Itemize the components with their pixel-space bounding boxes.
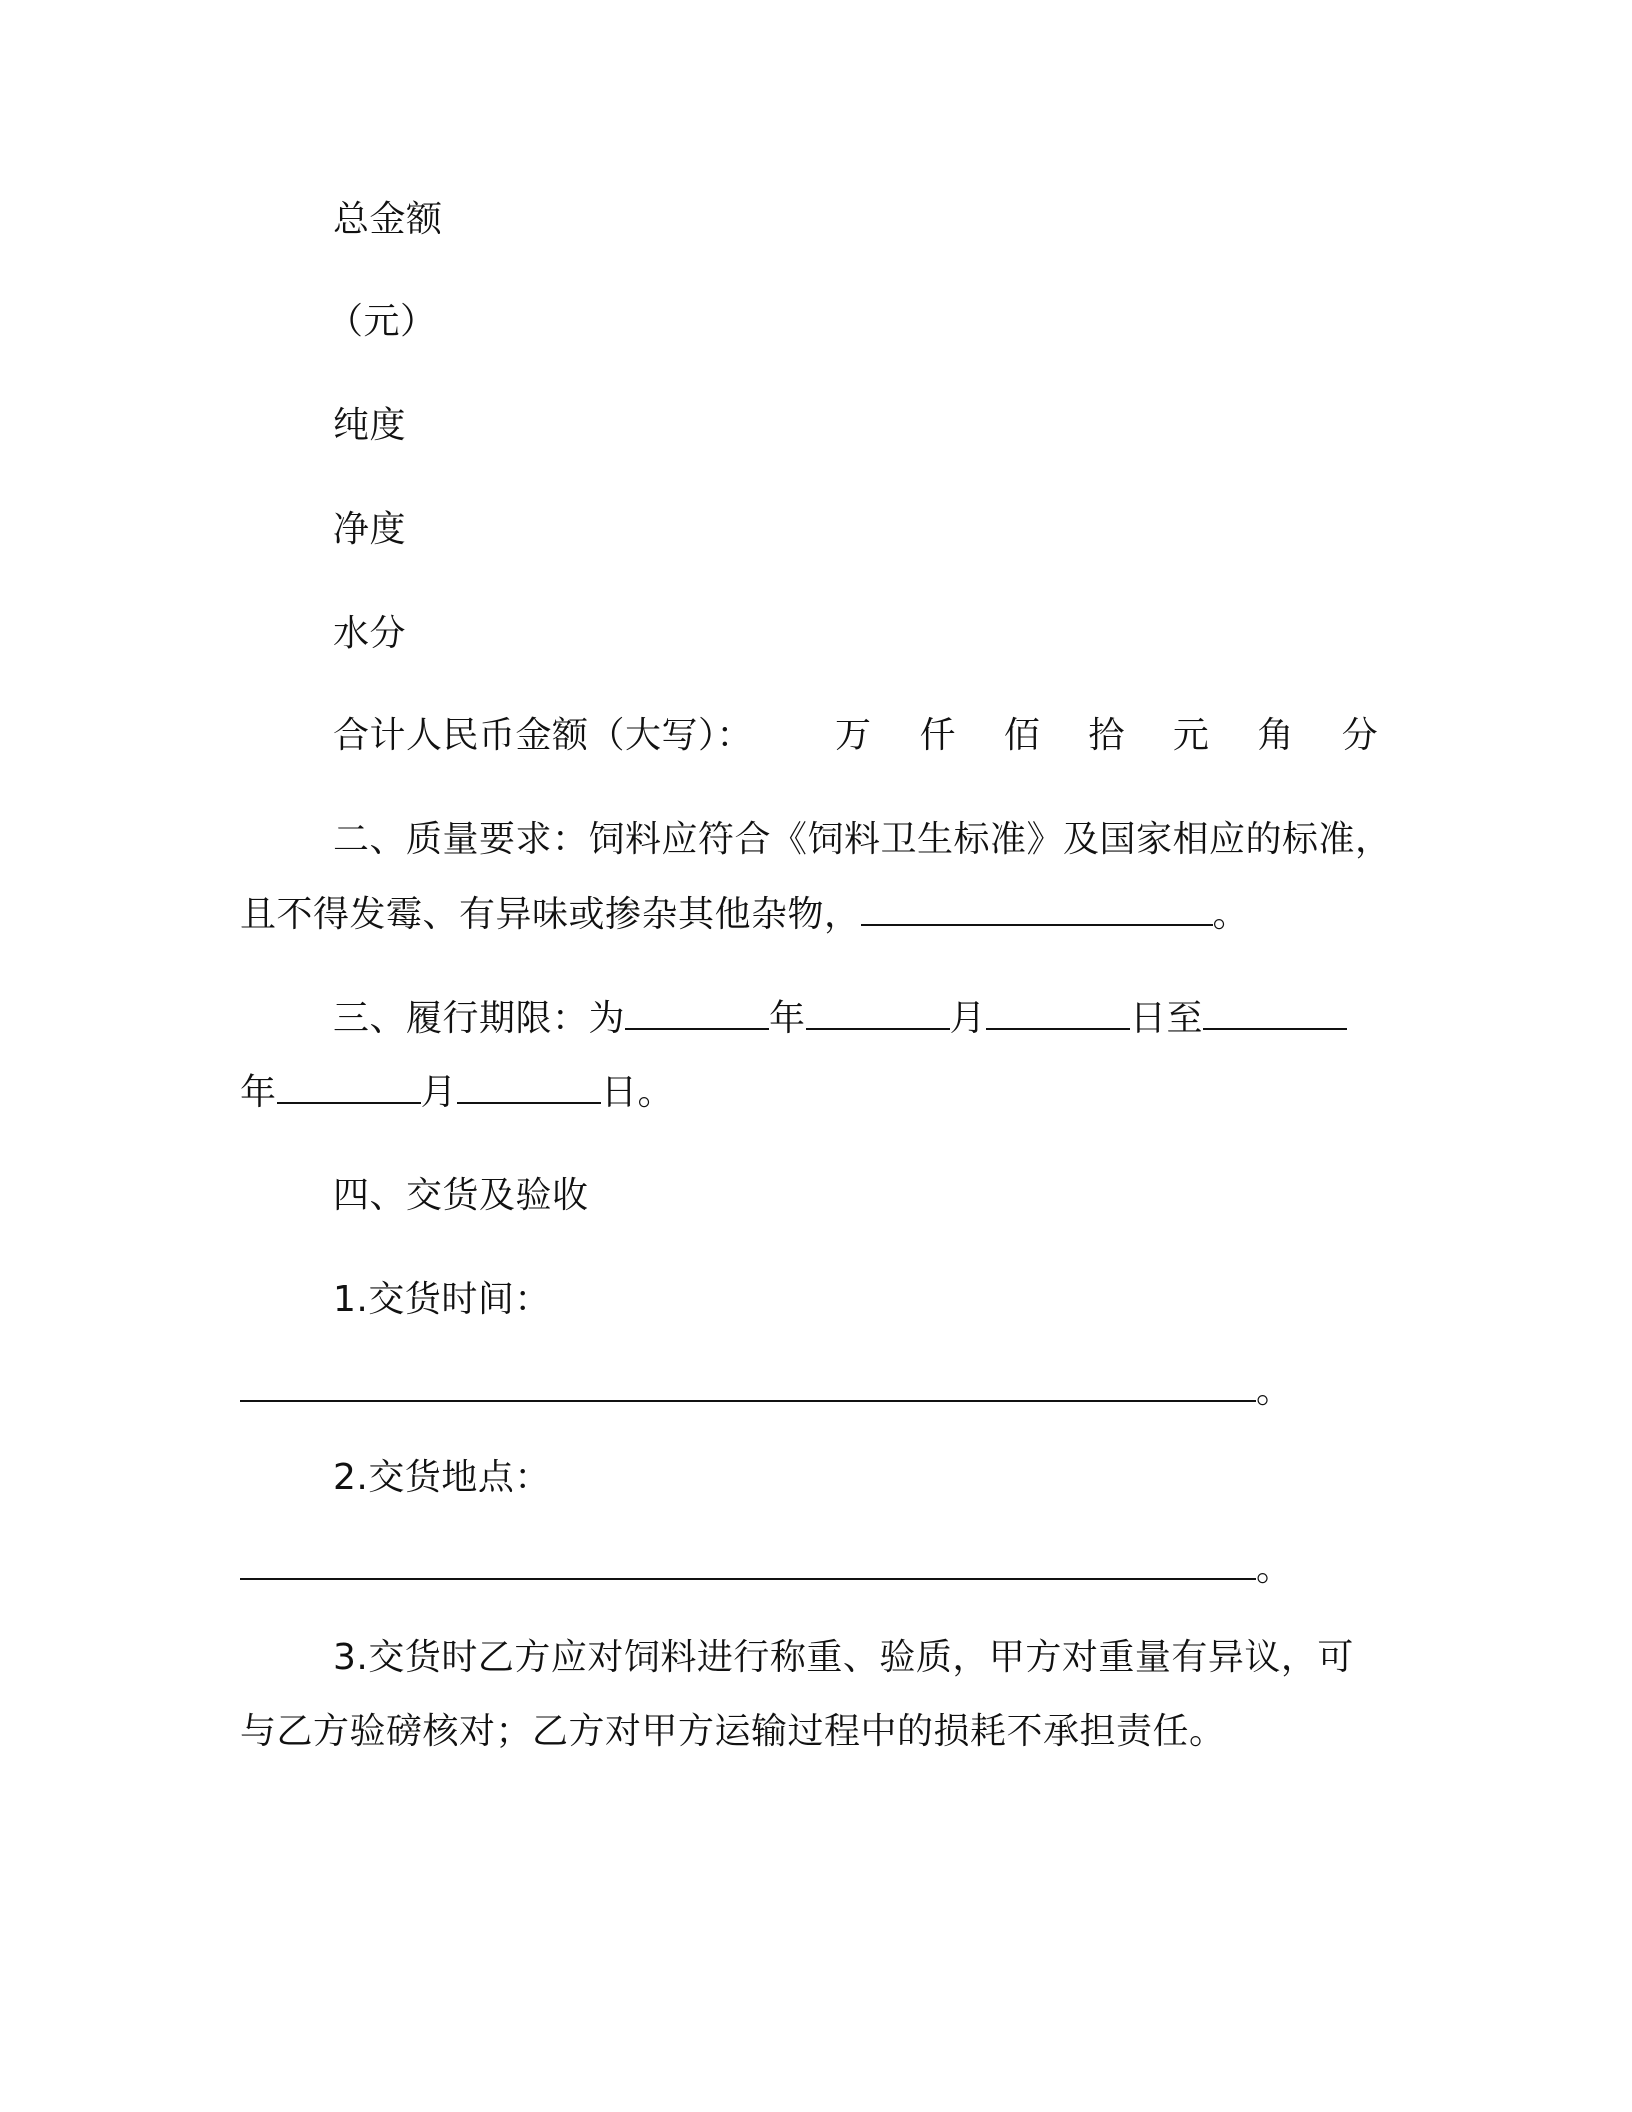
term-day-to: 日至 (1130, 998, 1204, 1039)
quality-blank[interactable] (861, 890, 1213, 926)
delivery-place-blank[interactable] (240, 1544, 1256, 1580)
quality-line-1: 二、质量要求：饲料应符合《饲料卫生标准》及国家相应的标准， (333, 819, 1392, 860)
item3-line-1: 3.交货时乙方应对饲料进行称重、验质，甲方对重量有异议，可 (333, 1637, 1354, 1678)
term-start-year-blank[interactable] (625, 994, 769, 1030)
delivery-time-period: 。 (1256, 1370, 1293, 1411)
delivery-time-label: 1.交货时间： (333, 1279, 551, 1320)
term-start-month-blank[interactable] (806, 994, 950, 1030)
term-day-end: 日。 (601, 1072, 675, 1113)
field-total-label: 总金额 (333, 199, 443, 240)
term-end-day-blank[interactable] (457, 1068, 601, 1104)
field-moisture-label: 水分 (333, 613, 407, 654)
item3-line-2: 与乙方验磅核对；乙方对甲方运输过程中的损耗不承担责任。 (240, 1711, 1226, 1752)
quality-line-2-text: 且不得发霉、有异味或掺杂其他杂物， (240, 894, 861, 935)
delivery-heading: 四、交货及验收 (333, 1175, 589, 1216)
term-start-month: 月 (949, 998, 987, 1039)
delivery-place-period: 。 (1256, 1548, 1293, 1589)
delivery-place-label: 2.交货地点： (333, 1457, 551, 1498)
term-end-month: 月 (420, 1072, 458, 1113)
term-end-year-blank[interactable] (1203, 994, 1347, 1030)
unit-bai: 佰 (1003, 715, 1041, 756)
unit-fen: 分 (1341, 715, 1379, 756)
term-line-1 (333, 994, 1347, 1043)
delivery-time-line (240, 1366, 1293, 1415)
field-unit-label: （元） (327, 301, 437, 342)
field-cleanliness-label: 净度 (333, 509, 407, 550)
unit-yuan: 元 (1172, 715, 1210, 756)
term-prefix: 三、履行期限：为 (333, 998, 626, 1039)
term-line-2 (240, 1068, 674, 1117)
term-end-month-blank[interactable] (277, 1068, 421, 1104)
total-rmb-line (333, 712, 1378, 760)
unit-qian: 仟 (919, 715, 956, 756)
quality-line-2-end: 。 (1212, 894, 1250, 935)
field-purity-label: 纯度 (333, 405, 407, 446)
delivery-place-line (240, 1544, 1293, 1593)
unit-wan: 万 (834, 715, 872, 756)
quality-line-2 (240, 890, 1249, 939)
total-rmb-label: 合计人民币金额（大写）： (333, 715, 754, 756)
delivery-time-blank[interactable] (240, 1366, 1256, 1402)
term-end-year: 年 (240, 1072, 277, 1113)
term-start-day-blank[interactable] (986, 994, 1130, 1030)
term-start-year: 年 (769, 998, 806, 1039)
unit-jiao: 角 (1257, 715, 1294, 756)
unit-shi: 拾 (1088, 715, 1125, 756)
